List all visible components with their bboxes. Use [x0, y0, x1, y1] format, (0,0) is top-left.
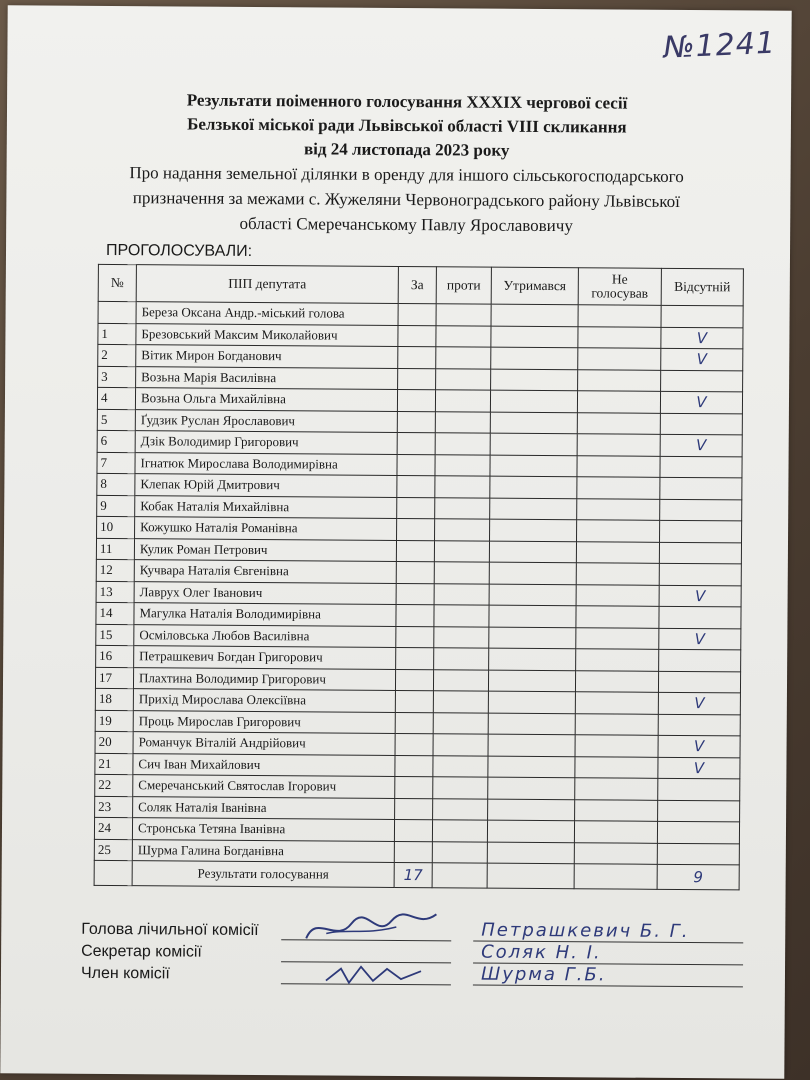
row-absent-mark: V: [658, 735, 740, 757]
row-za: [394, 841, 432, 863]
row-num: 7: [97, 452, 135, 474]
row-deputy-name: Вітик Мирон Богданович: [136, 345, 398, 368]
row-utrymavsia: [489, 562, 576, 584]
row-proty: [436, 304, 491, 326]
result-label: Результати голосування: [132, 861, 394, 888]
row-num: 21: [95, 753, 133, 775]
voted-label: ПРОГОЛОСУВАЛИ:: [105, 241, 253, 260]
subject-line-1: Про надання земельної ділянки в оренду для іншого сільськогосподарського: [129, 163, 684, 186]
row-proty: [435, 411, 490, 433]
row-deputy-name: Соляк Наталія Іванівна: [133, 796, 395, 819]
row-absent-mark: V: [659, 628, 741, 650]
row-absent-mark: [659, 606, 741, 628]
result-utrymavsia: [487, 863, 574, 889]
row-za: [395, 755, 433, 777]
row-za: [395, 733, 433, 755]
row-za: [395, 712, 433, 734]
row-utrymavsia: [488, 799, 575, 821]
row-ne-holosuvav: [576, 649, 659, 671]
row-deputy-name: Романчук Віталій Андрійович: [133, 732, 395, 755]
row-deputy-name: Брезовський Максим Миколайович: [136, 323, 398, 346]
header-proty: проти: [436, 267, 491, 304]
row-deputy-name: Возьна Марія Василівна: [136, 366, 398, 389]
row-utrymavsia: [489, 541, 576, 563]
row-num: 13: [96, 581, 134, 603]
row-ne-holosuvav: [577, 520, 660, 542]
row-za: [396, 583, 434, 605]
row-utrymavsia: [489, 648, 576, 670]
row-utrymavsia: [491, 326, 578, 348]
row-za: [397, 390, 435, 412]
row-num: 4: [97, 387, 135, 409]
row-absent-mark: [659, 649, 741, 671]
row-num: 18: [95, 688, 133, 710]
row-deputy-name: Береза Оксана Андр.-міський голова: [136, 302, 398, 325]
header-num: №: [98, 264, 136, 301]
row-absent-mark: V: [661, 348, 743, 370]
row-za: [395, 690, 433, 712]
row-num: 1: [98, 323, 136, 345]
row-za: [398, 347, 436, 369]
heading-line-3: від 24 листопада 2023 року: [303, 139, 510, 160]
row-deputy-name: Лаврух Олег Іванович: [134, 581, 396, 604]
row-num: 17: [95, 667, 133, 689]
row-utrymavsia: [488, 670, 575, 692]
row-deputy-name: Магулка Наталія Володимирівна: [134, 603, 396, 626]
signature-role: Голова лічильної комісії: [81, 920, 259, 940]
row-deputy-name: Возьна Ольга Михайлівна: [135, 388, 397, 411]
row-ne-holosuvav: [575, 778, 658, 800]
row-proty: [434, 583, 489, 605]
signature-role: Секретар комісії: [81, 942, 202, 961]
row-proty: [433, 755, 488, 777]
subject-line-2: призначення за межами с. Жужеляни Червоноградського району Львівської: [132, 188, 681, 211]
row-proty: [435, 433, 490, 455]
header-name: ПІП депутата: [136, 265, 398, 304]
row-num: 19: [95, 710, 133, 732]
row-ne-holosuvav: [576, 606, 659, 628]
row-utrymavsia: [488, 777, 575, 799]
row-absent-mark: [659, 563, 741, 585]
row-absent-mark: [659, 542, 741, 564]
row-za: [398, 325, 436, 347]
row-absent-mark: [658, 778, 740, 800]
row-ne-holosuvav: [576, 541, 659, 563]
row-ne-holosuvav: [578, 305, 661, 327]
row-proty: [435, 497, 490, 519]
row-utrymavsia: [487, 820, 574, 842]
row-proty: [434, 648, 489, 670]
row-utrymavsia: [490, 476, 577, 498]
row-proty: [433, 734, 488, 756]
row-num: 6: [97, 430, 135, 452]
row-utrymavsia: [490, 519, 577, 541]
row-proty: [435, 519, 490, 541]
row-deputy-name: Кобак Наталія Михайлівна: [135, 495, 397, 518]
subject-line-3: області Смеречанському Павлу Ярославовичу: [239, 213, 573, 236]
row-deputy-name: Ґудзик Руслан Ярославович: [135, 409, 397, 432]
row-utrymavsia: [488, 713, 575, 735]
row-ne-holosuvav: [577, 412, 660, 434]
row-ne-holosuvav: [575, 670, 658, 692]
row-za: [396, 540, 434, 562]
row-za: [397, 497, 435, 519]
row-utrymavsia: [490, 498, 577, 520]
signatures-block: [81, 921, 751, 992]
row-absent-mark: [660, 456, 742, 478]
row-deputy-name: Шурма Галина Богданівна: [132, 839, 394, 862]
row-deputy-name: Смеречанський Святослав Ігорович: [133, 775, 395, 798]
row-utrymavsia: [491, 304, 578, 326]
row-utrymavsia: [490, 412, 577, 434]
row-proty: [435, 454, 490, 476]
row-num: 16: [96, 645, 134, 667]
row-za: [397, 519, 435, 541]
row-deputy-name: Кулик Роман Петрович: [134, 538, 396, 561]
row-absent-mark: [658, 671, 740, 693]
row-absent-mark: [660, 477, 742, 499]
result-za: 17: [394, 862, 432, 887]
signature-role: Член комісії: [80, 964, 170, 983]
row-absent-mark: V: [661, 327, 743, 349]
row-absent-mark: [660, 413, 742, 435]
row-num: 9: [97, 495, 135, 517]
row-ne-holosuvav: [577, 434, 660, 456]
row-deputy-name: Кучвара Наталія Євгенівна: [134, 560, 396, 583]
row-proty: [432, 820, 487, 842]
row-num: 23: [95, 796, 133, 818]
row-ne-holosuvav: [575, 735, 658, 757]
row-num: 11: [96, 538, 134, 560]
row-deputy-name: Петрашкевич Богдан Григорович: [134, 646, 396, 669]
row-proty: [434, 540, 489, 562]
row-za: [396, 626, 434, 648]
row-num: 5: [97, 409, 135, 431]
table-header-row: [98, 264, 743, 306]
row-za: [395, 669, 433, 691]
row-za: [397, 476, 435, 498]
row-num: 2: [98, 344, 136, 366]
row-proty: [433, 712, 488, 734]
row-za: [398, 304, 436, 326]
row-deputy-name: Прихід Мирослава Олексіївна: [133, 689, 395, 712]
row-ne-holosuvav: [578, 348, 661, 370]
row-absent-mark: [660, 520, 742, 542]
row-num: [98, 301, 136, 323]
row-za: [396, 605, 434, 627]
header-za: За: [398, 267, 436, 304]
row-proty: [434, 562, 489, 584]
row-proty: [432, 841, 487, 863]
signature-row-member: [81, 965, 751, 992]
row-ne-holosuvav: [576, 563, 659, 585]
row-utrymavsia: [489, 627, 576, 649]
row-za: [395, 798, 433, 820]
row-proty: [435, 390, 490, 412]
row-num: 8: [97, 473, 135, 495]
row-num: 15: [96, 624, 134, 646]
row-deputy-name: Плахтина Володимир Григорович: [133, 667, 395, 690]
row-num: 20: [95, 731, 133, 753]
row-utrymavsia: [491, 347, 578, 369]
row-proty: [433, 798, 488, 820]
row-ne-holosuvav: [575, 713, 658, 735]
signature-name: Петрашкевич Б. Г.: [481, 919, 690, 943]
voting-table: [94, 264, 744, 890]
result-proty: [432, 863, 487, 888]
row-utrymavsia: [488, 734, 575, 756]
row-absent-mark: [657, 821, 739, 843]
row-za: [394, 819, 432, 841]
row-ne-holosuvav: [577, 498, 660, 520]
row-ne-holosuvav: [578, 326, 661, 348]
row-deputy-name: Ігнатюк Мирослава Володимирівна: [135, 452, 397, 475]
result-ne-holosuvav: [574, 864, 657, 890]
row-num: 14: [96, 602, 134, 624]
row-deputy-name: Стронська Тетяна Іванівна: [132, 818, 394, 841]
heading-line-2: Белзької міської ради Львівської області VIII скликання: [187, 114, 627, 137]
row-deputy-name: Дзік Володимир Григорович: [135, 431, 397, 454]
row-utrymavsia: [491, 369, 578, 391]
row-deputy-name: Осміловська Любов Василівна: [134, 624, 396, 647]
row-absent-mark: [660, 499, 742, 521]
document-heading: [66, 88, 747, 240]
row-ne-holosuvav: [578, 369, 661, 391]
row-ne-holosuvav: [577, 455, 660, 477]
row-num: 12: [96, 559, 134, 581]
row-proty: [433, 669, 488, 691]
row-za: [395, 776, 433, 798]
signature-scribble-icon: [321, 960, 431, 991]
row-utrymavsia: [490, 455, 577, 477]
row-num: 25: [94, 839, 132, 861]
row-absent-mark: V: [658, 757, 740, 779]
result-empty-num: [94, 860, 132, 885]
row-ne-holosuvav: [575, 692, 658, 714]
row-ne-holosuvav: [575, 799, 658, 821]
row-proty: [435, 476, 490, 498]
row-proty: [433, 777, 488, 799]
row-utrymavsia: [490, 390, 577, 412]
row-za: [397, 433, 435, 455]
row-ne-holosuvav: [577, 391, 660, 413]
result-row: [94, 860, 739, 890]
row-za: [396, 562, 434, 584]
row-absent-mark: V: [658, 692, 740, 714]
row-deputy-name: Клепак Юрій Дмитрович: [135, 474, 397, 497]
signature-scribble-icon: [296, 908, 446, 949]
row-deputy-name: Кожушко Наталія Романівна: [135, 517, 397, 540]
row-proty: [434, 626, 489, 648]
header-utrymavsia: Утримався: [491, 267, 578, 305]
row-ne-holosuvav: [577, 477, 660, 499]
row-utrymavsia: [488, 691, 575, 713]
row-absent-mark: V: [660, 391, 742, 413]
row-num: 24: [94, 817, 132, 839]
row-ne-holosuvav: [576, 627, 659, 649]
result-absent: 9: [657, 864, 739, 890]
row-num: 3: [98, 366, 136, 388]
row-absent-mark: [661, 370, 743, 392]
row-proty: [436, 325, 491, 347]
row-ne-holosuvav: [575, 756, 658, 778]
heading-line-1: Результати поіменного голосування XXXIX чергової сесії: [186, 90, 628, 113]
row-utrymavsia: [489, 605, 576, 627]
row-absent-mark: [661, 305, 743, 327]
row-absent-mark: [657, 843, 739, 865]
row-proty: [436, 368, 491, 390]
row-utrymavsia: [489, 584, 576, 606]
row-deputy-name: Проць Мирослав Григорович: [133, 710, 395, 733]
row-za: [397, 454, 435, 476]
header-vidsutnii: Відсутній: [661, 268, 743, 306]
row-utrymavsia: [488, 756, 575, 778]
row-absent-mark: [658, 800, 740, 822]
row-proty: [434, 605, 489, 627]
row-absent-mark: V: [660, 434, 742, 456]
row-num: 22: [95, 774, 133, 796]
row-absent-mark: V: [659, 585, 741, 607]
document-page: [0, 5, 791, 1078]
name-line: [473, 985, 743, 988]
signature-name: Шурма Г.Б.: [480, 963, 607, 986]
row-absent-mark: [658, 714, 740, 736]
row-ne-holosuvav: [574, 821, 657, 843]
row-za: [397, 411, 435, 433]
row-proty: [436, 347, 491, 369]
row-proty: [433, 691, 488, 713]
row-ne-holosuvav: [574, 842, 657, 864]
row-utrymavsia: [490, 433, 577, 455]
signature-name: Соляк Н. І.: [481, 941, 602, 964]
row-num: 10: [97, 516, 135, 538]
row-utrymavsia: [487, 842, 574, 864]
handwritten-doc-number: №1241: [662, 25, 777, 66]
row-deputy-name: Сич Іван Михайлович: [133, 753, 395, 776]
header-ne-holosuvav: Не голосував: [578, 268, 661, 306]
row-ne-holosuvav: [576, 584, 659, 606]
row-za: [396, 648, 434, 670]
row-za: [398, 368, 436, 390]
